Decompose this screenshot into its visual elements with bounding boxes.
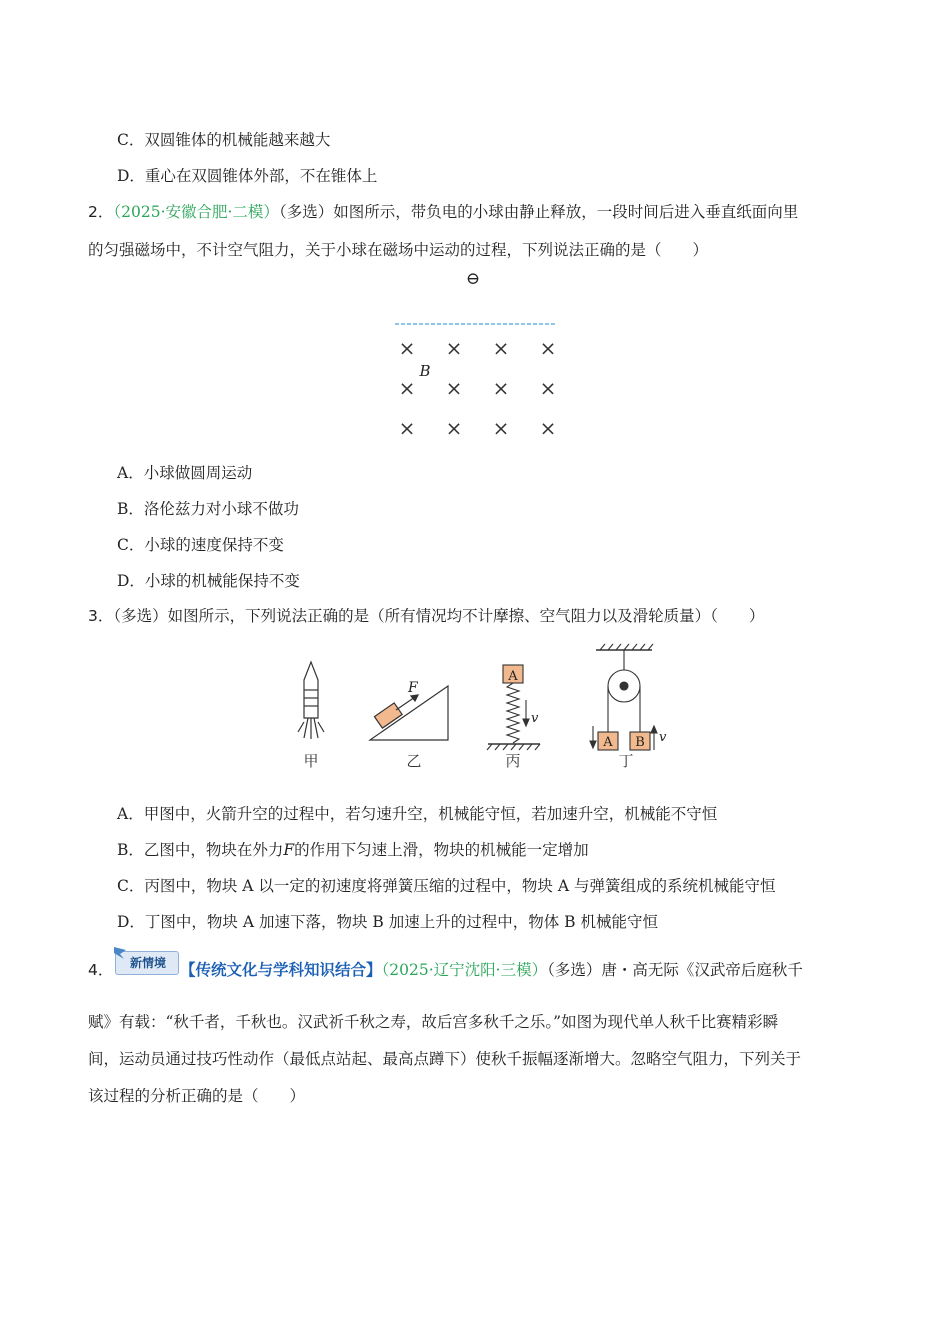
block-a-pulley-label: A	[603, 735, 613, 750]
cross: ×	[445, 416, 463, 440]
cross: ×	[539, 336, 557, 360]
cross: ×	[539, 416, 557, 440]
q2-option-d: D．小球的机械能保持不变	[117, 572, 300, 590]
cross: ×	[398, 416, 416, 440]
q3-option-b-post: 的作用下匀速上滑，物块的机械能一定增加	[294, 841, 589, 859]
force-label: F	[408, 680, 418, 696]
cross: ×	[445, 376, 463, 400]
q4-stem-line4: 该过程的分析正确的是（ ）	[88, 1087, 306, 1105]
q2-stem-line2: 的匀强磁场中，不计空气阻力，关于小球在磁场中运动的过程，下列说法正确的是（ ）	[88, 241, 709, 259]
q3-stem-text: （多选）如图所示，下列说法正确的是（所有情况均不计摩擦、空气阻力以及滑轮质量）（ ）	[113, 607, 765, 625]
q3-figures	[280, 640, 680, 775]
label-yi: 乙	[406, 752, 422, 770]
rocket-figure	[298, 662, 324, 739]
label-ding: 丁	[618, 752, 634, 770]
q3-option-b	[117, 839, 589, 861]
q2-stem-text1: （多选）如图所示，带负电的小球由静止释放，一段时间后进入垂直纸面向里	[278, 203, 799, 221]
label-bing: 丙	[505, 752, 521, 770]
q2-source: （2025·安徽合肥·二模）	[113, 203, 279, 221]
q2-option-a: A．小球做圆周运动	[117, 464, 253, 482]
q4-source: （2025·辽宁沈阳·三模）	[381, 961, 548, 979]
cross: ×	[492, 376, 510, 400]
q4-stem-text1: （多选）唐・高无际《汉武帝后庭秋千	[547, 961, 803, 979]
q3-stem	[88, 605, 764, 627]
new-context-badge	[115, 951, 179, 975]
pulley-figure	[590, 644, 657, 750]
cross: ×	[398, 376, 416, 400]
pulley-axle	[620, 682, 628, 690]
q3-option-b-var: F	[283, 841, 295, 859]
cross: ×	[445, 336, 463, 360]
velocity-label: v	[531, 711, 539, 726]
q4-tag: 【传统文化与学科知识结合】	[180, 960, 382, 979]
q4-stem-line3: 间，运动员通过技巧性动作（最低点站起、最高点蹲下）使秋千振幅逐渐增大。忽略空气阻力，下列关于	[88, 1050, 802, 1068]
q3-number: 3．	[88, 607, 114, 625]
q2-option-c: C．小球的速度保持不变	[117, 536, 284, 554]
q3-option-d: D．丁图中，物块 A 加速下落，物块 B 加速上升的过程中，物体 B 机械能守恒	[117, 913, 658, 931]
q3-option-c: C．丙图中，物块 A 以一定的初速度将弹簧压缩的过程中，物块 A 与弹簧组成的系统机械能守恒	[117, 877, 776, 895]
q1-option-d: D．重心在双圆锥体外部，不在锥体上	[117, 167, 378, 185]
q2-magnetic-field-figure	[380, 262, 580, 447]
badge-flag-icon	[112, 946, 128, 960]
block-a-label: A	[508, 669, 518, 684]
badge-text: 新情境	[130, 956, 167, 970]
q4-stem-line2: 赋》有载：“秋千者，千秋也。汉武祈千秋之寿，故后宫多秋千之乐。”如图为现代单人秋千比赛精彩瞬	[88, 1013, 779, 1031]
q2-field-label: B	[419, 362, 431, 380]
q3-option-b-pre: B．乙图中，物块在外力	[117, 841, 284, 859]
velocity-b-label: v	[659, 730, 667, 745]
block-b-pulley-label: B	[635, 735, 645, 750]
q4-stem-line1	[180, 959, 803, 981]
q2-stem-line1	[88, 201, 798, 223]
q2-cross-grid	[399, 336, 557, 440]
q2-option-b: B．洛伦兹力对小球不做功	[117, 500, 299, 518]
cross: ×	[398, 336, 416, 360]
q3-option-a: A．甲图中，火箭升空的过程中，若匀速升空，机械能守恒，若加速升空，机械能不守恒	[117, 805, 718, 823]
q1-option-c: C．双圆锥体的机械能越来越大	[117, 131, 331, 149]
q4-number: 4．	[88, 961, 114, 979]
cross: ×	[492, 336, 510, 360]
q2-negative-ball: ⊖	[465, 269, 481, 289]
cross: ×	[492, 416, 510, 440]
label-jia: 甲	[303, 752, 319, 770]
spring	[507, 683, 519, 743]
cross: ×	[539, 376, 557, 400]
q2-number: 2．	[88, 203, 114, 221]
